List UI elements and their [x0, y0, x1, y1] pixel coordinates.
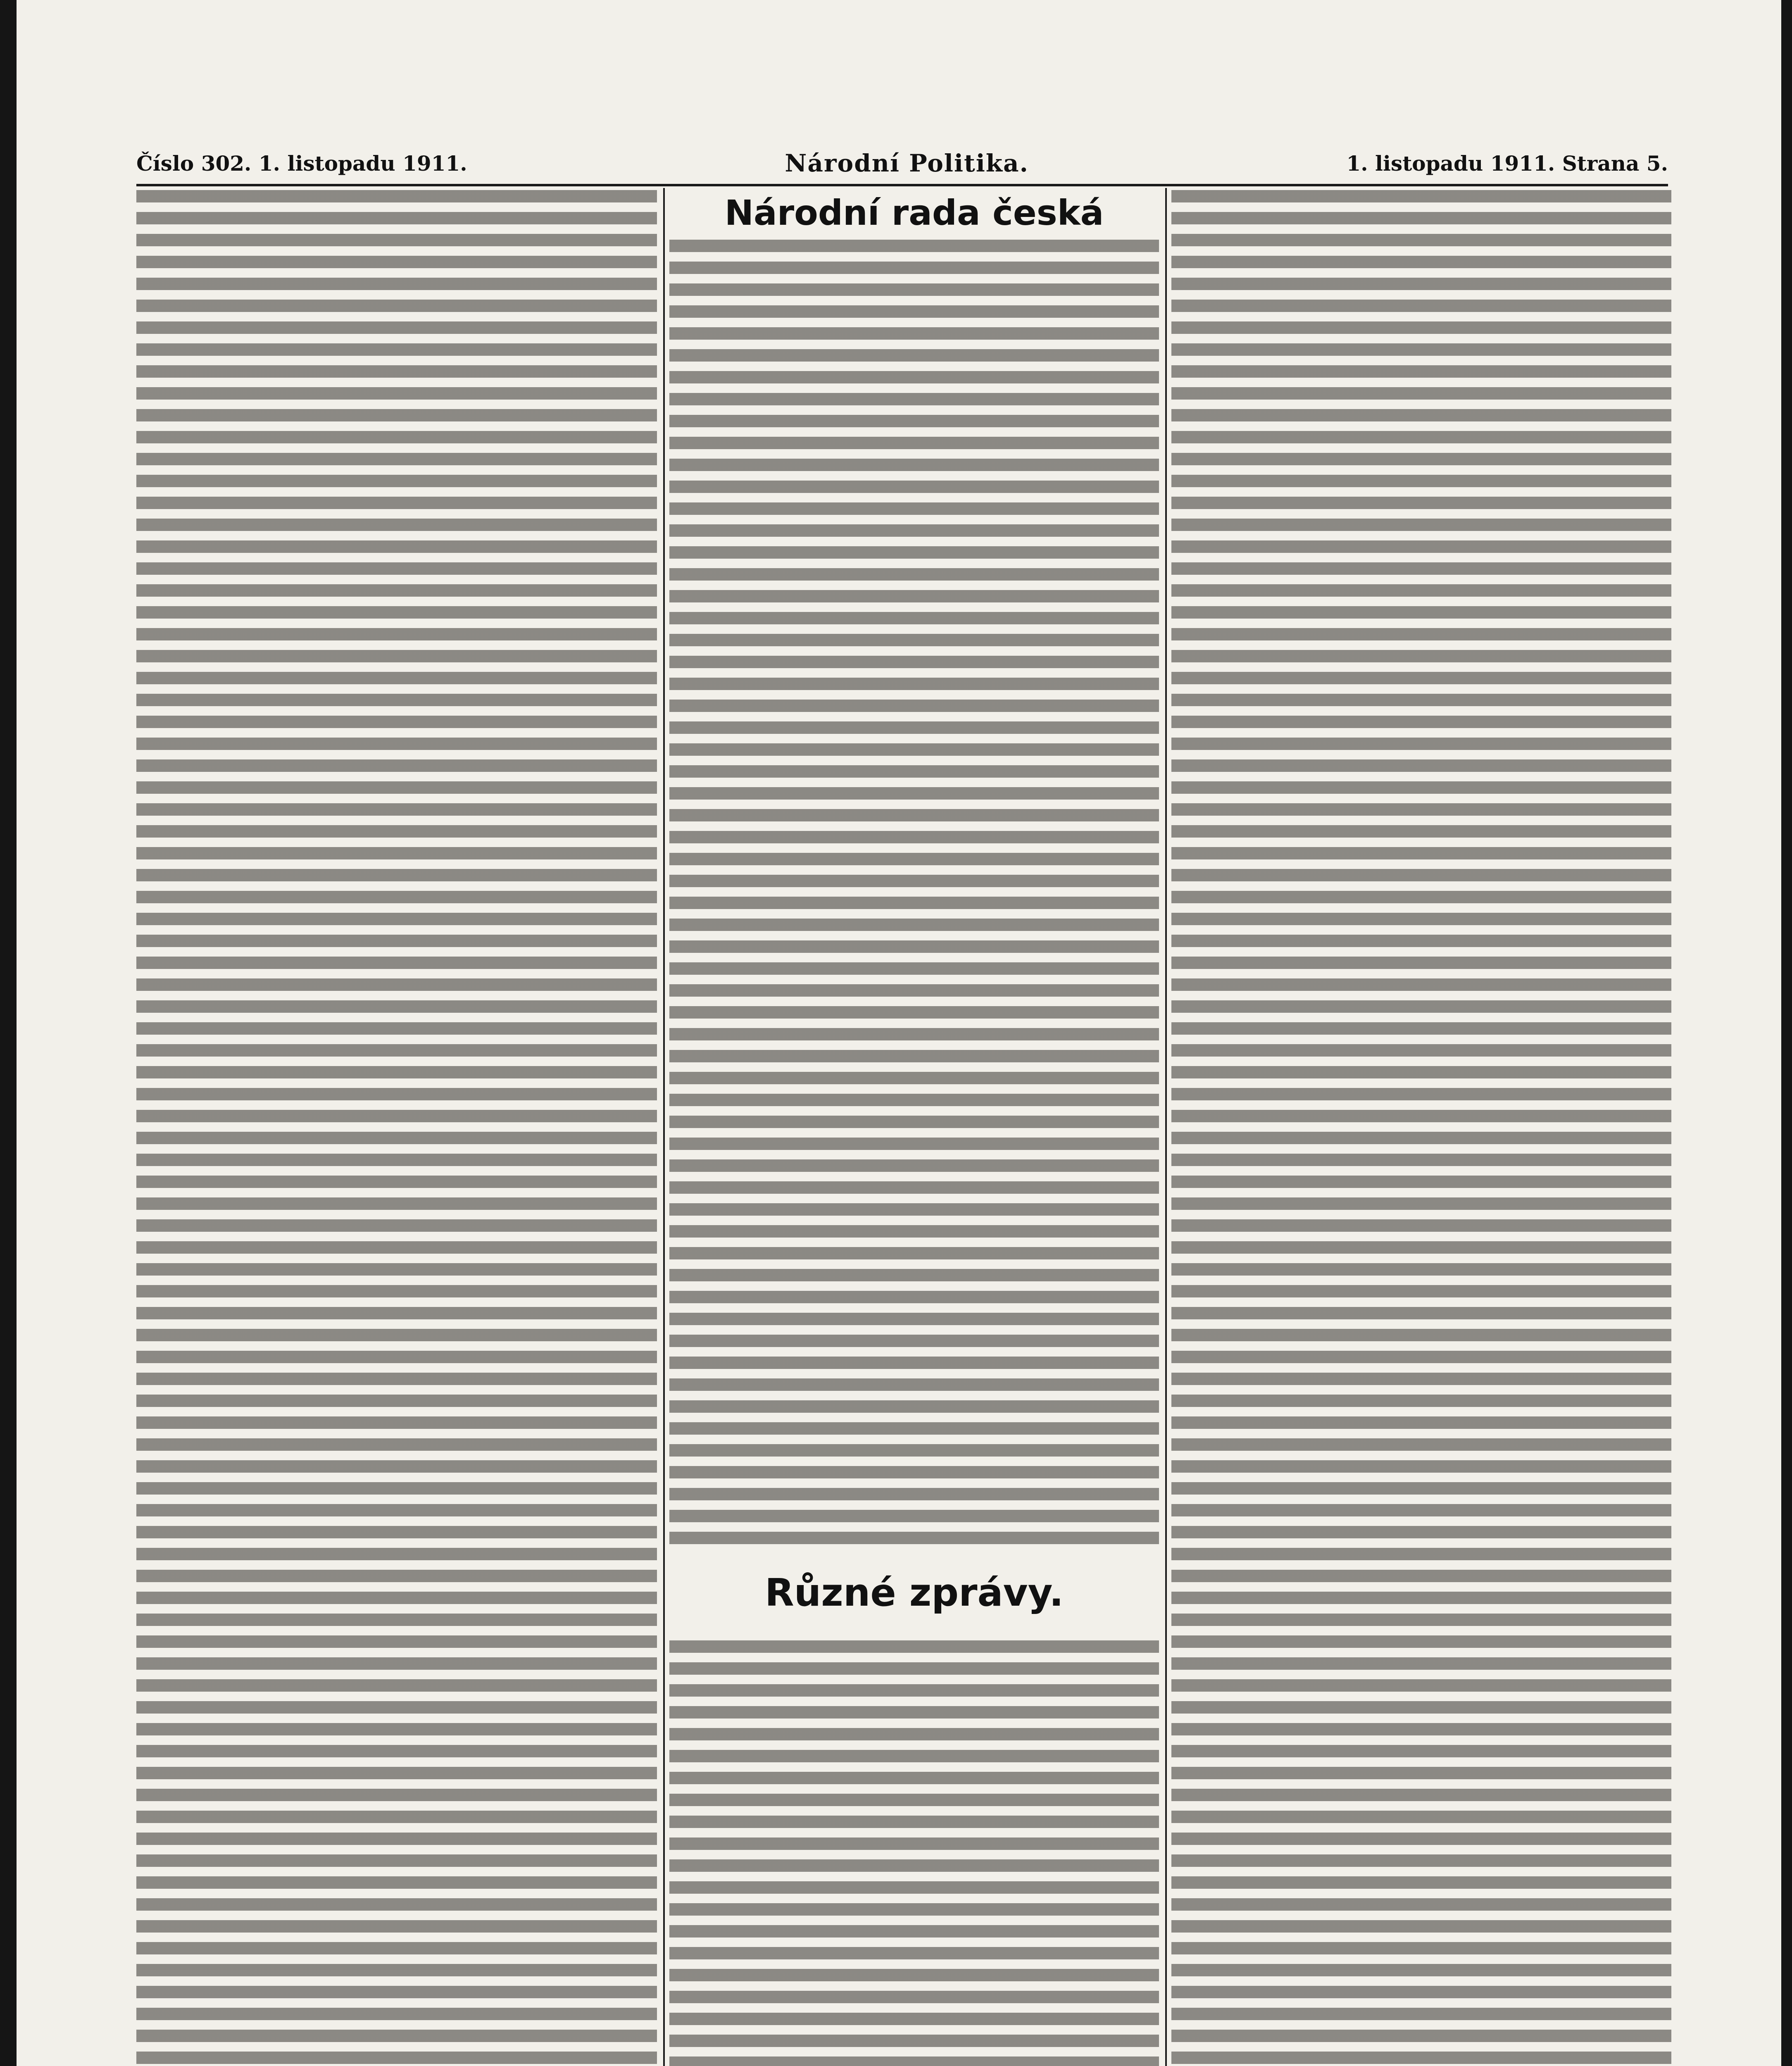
page-header: [136, 145, 1668, 182]
masthead: Národní Politika.: [785, 149, 1029, 177]
issue-number-date: Číslo 302. 1. listopadu 1911.: [136, 151, 467, 176]
column-left: [136, 190, 657, 2066]
column-divider: [1165, 188, 1167, 2066]
body-text-region: [669, 1640, 1159, 2066]
column-right: [1171, 190, 1671, 2066]
column-middle: [669, 190, 1159, 2066]
header-rule: [136, 184, 1668, 186]
article-heading: Národní rada česká: [724, 193, 1104, 233]
column-divider: [663, 188, 665, 2066]
scan-left-edge: [0, 0, 17, 2066]
date-page-number: 1. listopadu 1911. Strana 5.: [1346, 151, 1668, 176]
section-heading: Různé zprávy.: [764, 1571, 1064, 1615]
body-text-region: [669, 240, 1159, 1554]
body-text-region: [136, 190, 657, 2066]
scan-right-edge: [1781, 0, 1792, 2066]
body-text-region: [1171, 190, 1671, 2066]
